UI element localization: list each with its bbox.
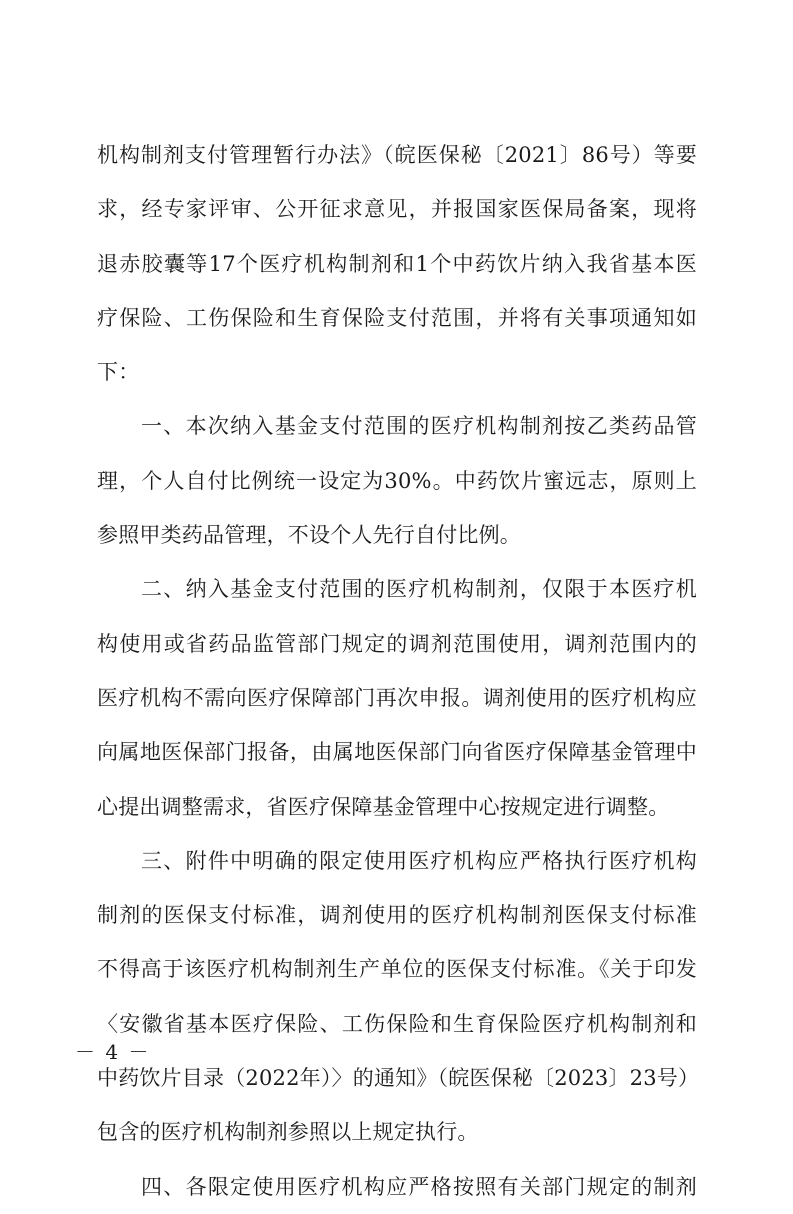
text-line: 理，个人自付比例统一设定为30%。中药饮片蜜远志，原则上	[97, 468, 697, 493]
text-line: 构使用或省药品监管部门规定的调剂范围使用，调剂范围内的	[97, 631, 697, 656]
paragraph-4-start: 四、各限定使用医疗机构应严格按照有关部门规定的制剂	[141, 1174, 697, 1199]
text-line: 退赤胶囊等17个医疗机构制剂和1个中药饮片纳入我省基本医	[97, 251, 697, 276]
text-line: 制剂的医保支付标准，调剂使用的医疗机构制剂医保支付标准	[97, 903, 697, 928]
text-line: 参照甲类药品管理，不设个人先行自付比例。	[97, 523, 521, 548]
text-line: 疗保险、工伤保险和生育保险支付范围，并将有关事项通知如	[97, 305, 697, 330]
text-line: 下：	[97, 360, 140, 385]
text-line: 不得高于该医疗机构制剂生产单位的医保支付标准。《关于印发	[97, 957, 697, 982]
paragraph-1-start: 一、本次纳入基金支付范围的医疗机构制剂按乙类药品管	[141, 414, 697, 439]
body-text	[97, 128, 700, 1214]
text-line: 包含的医疗机构制剂参照以上规定执行。	[97, 1120, 479, 1145]
text-line: 医疗机构不需向医疗保障部门再次申报。调剂使用的医疗机构应	[97, 685, 697, 710]
text-line: 〈安徽省基本医疗保险、工伤保险和生育保险医疗机构制剂和	[97, 1011, 697, 1036]
text-line: 求，经专家评审、公开征求意见，并报国家医保局备案，现将	[97, 197, 697, 222]
text-line: 心提出调整需求，省医疗保障基金管理中心按规定进行调整。	[97, 794, 670, 819]
paragraph-3-start: 三、附件中明确的限定使用医疗机构应严格执行医疗机构	[141, 848, 697, 873]
text-line: 中药饮片目录（2022年）〉的通知》（皖医保秘〔2023〕23号）	[97, 1066, 700, 1091]
page-number: － 4 －	[75, 1040, 151, 1064]
text-line: 向属地医保部门报备，由属地医保部门向省医疗保障基金管理中	[97, 740, 697, 765]
paragraph-2-start: 二、纳入基金支付范围的医疗机构制剂，仅限于本医疗机	[141, 577, 697, 602]
text-line: 机构制剂支付管理暂行办法》（皖医保秘〔2021〕86号）等要	[97, 143, 697, 167]
